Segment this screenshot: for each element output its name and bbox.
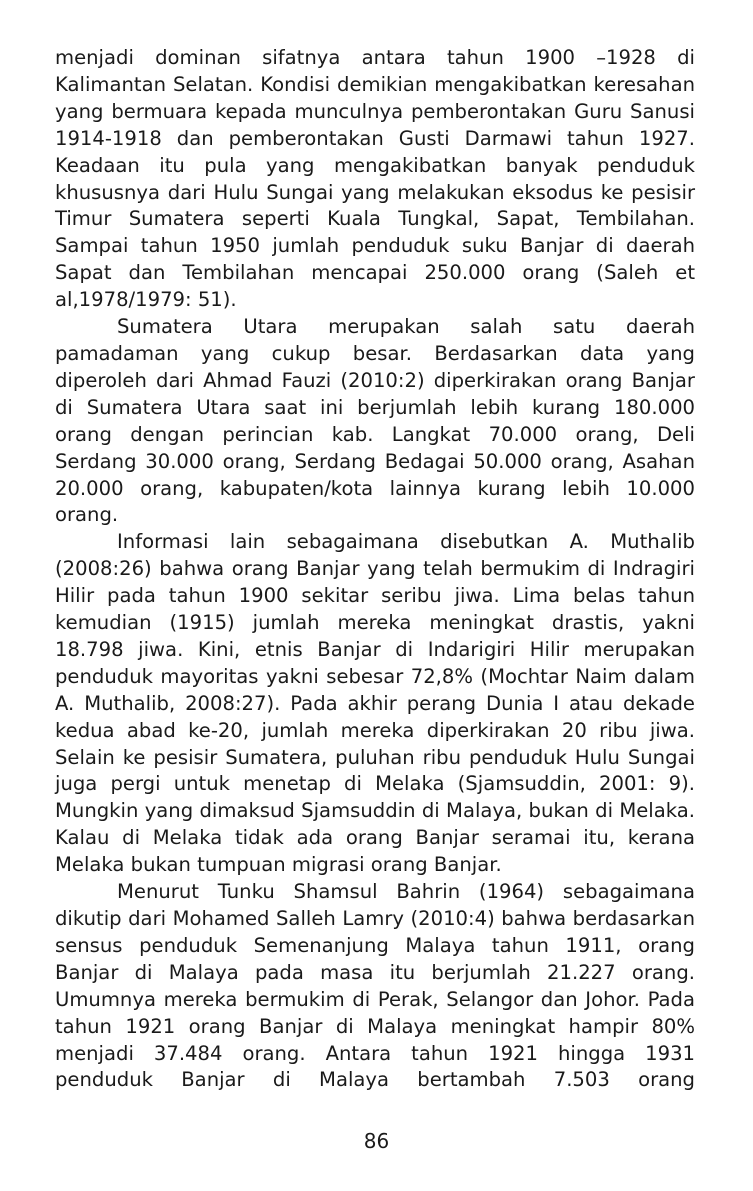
page-number: 86	[363, 1129, 390, 1153]
paragraph-2: Sumatera Utara merupakan salah satu daerah pamadaman yang cukup besar. Berdasarkan data yang diperoleh dari Ahmad Fauzi (2010:2) diperkirakan orang Banjar di Sumatera Utara saat ini berjumlah lebih kurang 180.000 orang dengan perincian kab. Langkat 70.000 orang, Deli Serdang 30.000 orang, Serdang Bedagai 50.000 orang, Asahan 20.000 orang, kabupaten/kota lainnya kurang lebih 10.000 orang.	[55, 315, 695, 527]
paragraph-3: Informasi lain sebagaimana disebutkan A. Muthalib (2008:26) bahwa orang Banjar yang telah bermukim di Indragiri Hilir pada tahun 1900 sekitar seribu jiwa. Lima belas tahun kemudian (1915) jumlah mereka meningkat drastis, yakni 18.798 jiwa. Kini, etnis Banjar di Indarigiri Hilir merupakan penduduk mayoritas yakni sebesar 72,8% (Mochtar Naim dalam A. Muthalib, 2008:27). Pada akhir perang Dunia I atau dekade kedua abad ke-20, jumlah mereka diperkirakan 20 ribu jiwa. Selain ke pesisir Sumatera, puluhan ribu penduduk Hulu Sungai juga pergi untuk menetap di Melaka (Sjamsuddin, 2001: 9). Mungkin yang dimaksud Sjamsuddin di Malaya, bukan di Melaka. Kalau di Melaka tidak ada orang Banjar seramai itu, kerana Melaka bukan tumpuan migrasi orang Banjar.	[55, 530, 695, 877]
body-text	[55, 45, 695, 1094]
paragraph-1: menjadi dominan sifatnya antara tahun 1900 –1928 di Kalimantan Selatan. Kondisi demikian mengakibatkan keresahan yang bermuara kepada munculnya pemberontakan Guru Sanusi 1914-1918 dan pemberontakan Gusti Darmawi tahun 1927. Keadaan itu pula yang mengakibatkan banyak penduduk khususnya dari Hulu Sungai yang melakukan eksodus ke pesisir Timur Sumatera seperti Kuala Tungkal, Sapat, Tembilahan. Sampai tahun 1950 jumlah penduduk suku Banjar di daerah Sapat dan Tembilahan mencapai 250.000 orang (Saleh et al,1978/1979: 51).	[55, 46, 695, 312]
paragraph-4: Menurut Tunku Shamsul Bahrin (1964) sebagaimana dikutip dari Mohamed Salleh Lamry (2010:4) bahwa berdasarkan sensus penduduk Semenanjung Malaya tahun 1911, orang Banjar di Malaya pada masa itu berjumlah 21.227 orang. Umumnya mereka bermukim di Perak, Selangor dan Johor. Pada tahun 1921 orang Banjar di Malaya meningkat hampir 80% menjadi 37.484 orang. Antara tahun 1921 hingga 1931 penduduk Banjar di Malaya bertambah 7.503 orang	[55, 880, 695, 1092]
